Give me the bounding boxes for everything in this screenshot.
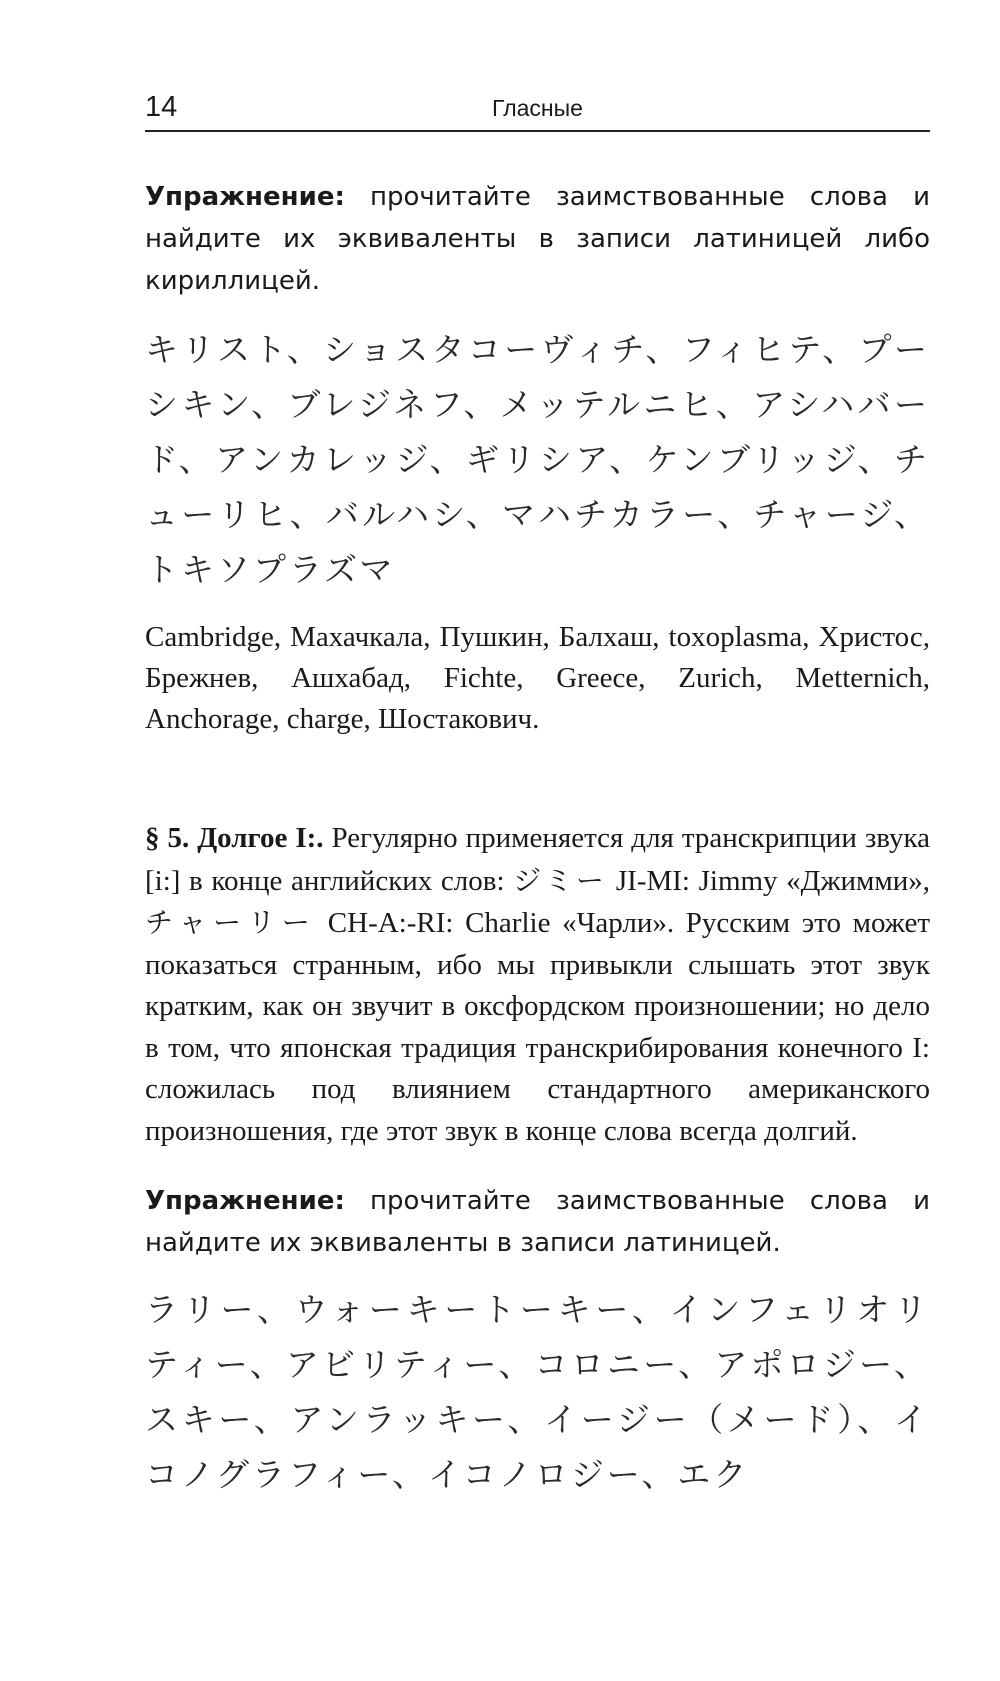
page-header: [145, 82, 930, 132]
exercise-2-text: прочитайте заимствованные слова и найдите их эквиваленты в записи латиницей.: [145, 1186, 930, 1258]
section-5-title: § 5. Долгое I:.: [145, 822, 324, 854]
page-number: 14: [145, 91, 178, 123]
exercise-2-label: Упражнение:: [145, 1186, 345, 1216]
exercise-2-instruction: [145, 1180, 930, 1264]
section-5-jp-charlie: チャーリー: [145, 906, 317, 939]
exercise-1-label: Упражнение:: [145, 182, 345, 212]
section-5-jp-jimmy: ジミー: [513, 863, 608, 897]
section-5-paragraph: [145, 818, 930, 1152]
section-5-text-1: Регулярно применяется для транскрипции звука [i:] в конце английских слов:: [145, 822, 930, 897]
running-head: Гласные: [492, 95, 583, 121]
section-5-text-3: CH-A:-RI: Charlie «Чарли». Русским это может показаться странным, ибо мы привыкли слышать этот звук кратким, как он звучит в оксфордском произношении; но дело в том, что японская традиция транскрибирования конечного I: сложилась под влиянием стандартного американского произношения, где этот звук в конце слова всегда долгий.: [145, 907, 930, 1147]
section-5-text-2: JI-MI: Jimmy «Джимми»,: [607, 864, 930, 897]
exercise-1-text: прочитайте заимствованные слова и найдите их эквиваленты в записи латиницей либо кириллицей.: [145, 182, 930, 296]
exercise-2-katakana: ラリー、ウォーキートーキー、インフェリオリティー、アビリティー、コロニー、アポロジー、スキー、アンラッキー、イージー（メード）、イコノグラフィー、イコノロジー、エク: [145, 1290, 930, 1494]
exercise-1-instruction: [145, 176, 930, 302]
exercise-1-answers: Cambridge, Махачкала, Пушкин, Балхаш, toxoplasma, Христос, Брежнев, Ашхабад, Fichte, Greece, Zurich, Metternich, Anchorage, charge, Шостакович.: [145, 621, 930, 735]
exercise-1-katakana: キリスト、ショスタコーヴィチ、フィヒテ、プーシキン、ブレジネフ、メッテルニヒ、アシハバード、アンカレッジ、ギリシア、ケンブリッジ、チューリヒ、バルハシ、マハチカラー、チャージ、トキソプラズマ: [145, 330, 930, 589]
